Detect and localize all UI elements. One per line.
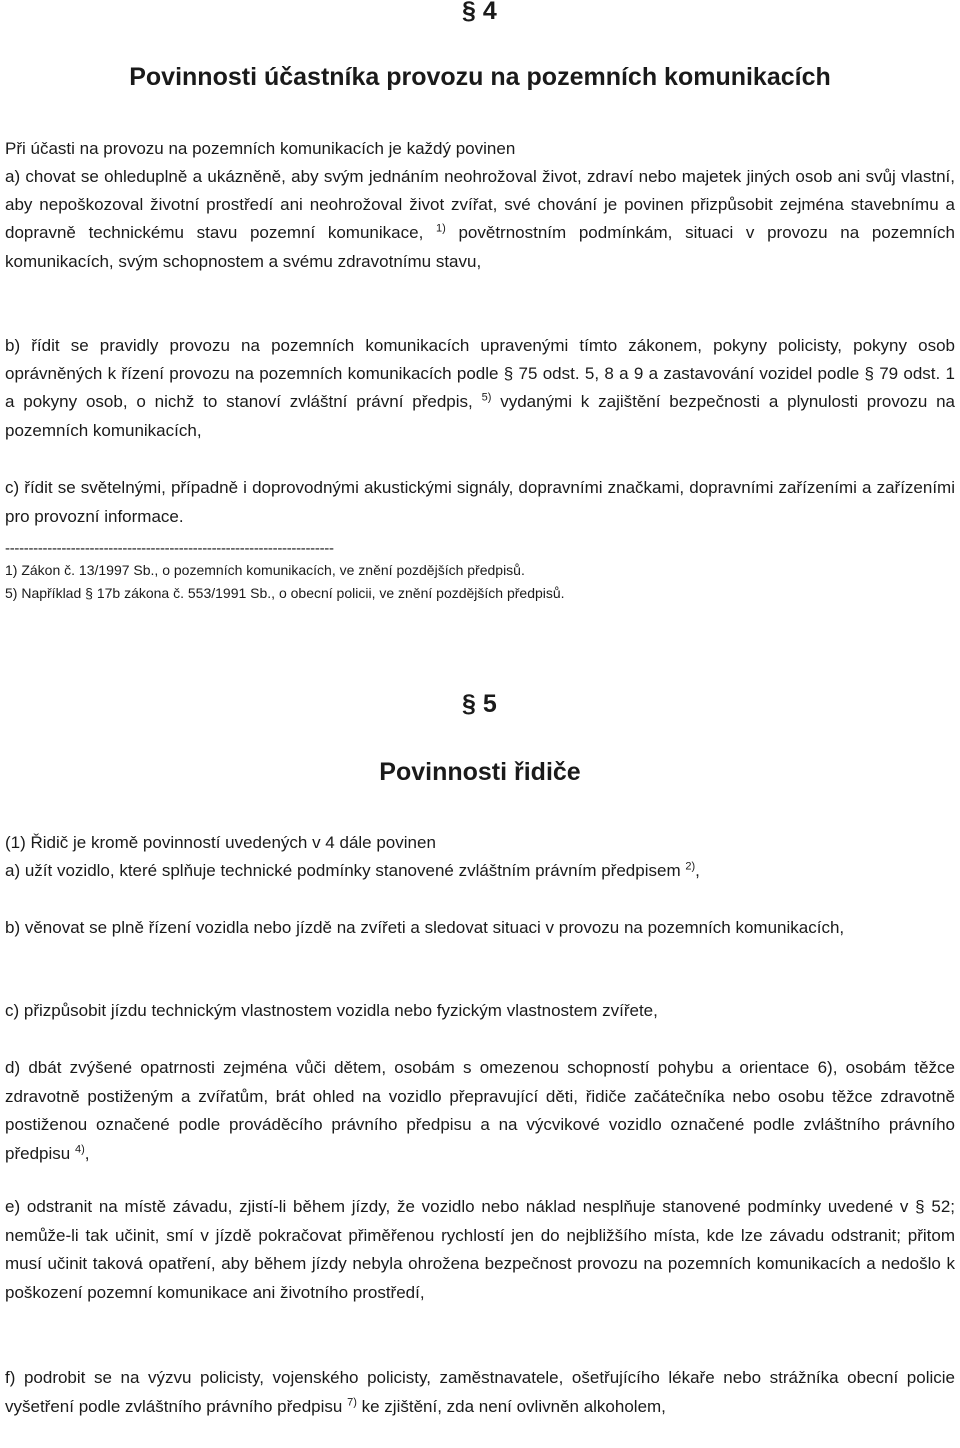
section-5-para-d-text-2: , xyxy=(84,1144,90,1164)
section-4-title: Povinnosti účastníka provozu na pozemních komunikacích xyxy=(129,63,831,91)
footnote-ref-1: 1) xyxy=(435,222,446,235)
section-4-para-b-text-2: vydanými k zajištění bezpečnosti a plynulosti provozu na pozemních komunikacích, xyxy=(5,392,956,440)
section-5-intro: (1) Řidič je kromě povinností uvedených v 4 dále povinen xyxy=(5,833,436,852)
section-4-para-a-text-2: povětrnostním podmínkám, situaci v provozu na pozemních komunikacích, svým schopnostem a svému zdravotnímu stavu, xyxy=(5,223,955,271)
section-4-para-b-text-1: b) řídit se pravidly provozu na pozemních komunikacích upravenými tímto zákonem, pokyny policisty, pokyny osob oprávněných k řízení provozu na pozemních komunikacích podle § 75 odst. 5, 8 a 9 a zastavování vozidel podle § 79 odst. 1 a pokyny osob, o nichž to stanoví zvláštní právní předpis, xyxy=(5,336,955,412)
section-5-para-f-text-2: ke zjištění, zda není ovlivněn alkoholem, xyxy=(361,1396,666,1416)
section-5-para-b: b) věnovat se plně řízení vozidla nebo jízdě na zvířeti a sledovat situaci v provozu na pozemních komunikacích, xyxy=(5,918,845,937)
footnote-5: 5) Například § 17b zákona č. 553/1991 Sb., o obecní policii, ve znění pozdějších předpisů. xyxy=(5,585,565,601)
section-5-para-a-text-2: , xyxy=(695,861,700,880)
footnote-divider: ---------------------------------------------------------------------- xyxy=(5,540,334,557)
section-5-para-d xyxy=(5,1054,955,1169)
section-4-para-a-text-1: a) chovat se ohleduplně a ukázněně, aby svým jednáním neohrožoval život, zdraví nebo majetek jiných osob ani svůj vlastní, aby nepoškozoval životní prostředí ani neohrožoval život zvířat, své chování je povinen přizpůsobit zejména stavebnímu a dopravně technickému stavu pozemní komunikace, xyxy=(5,167,955,243)
section-4-para-c: c) řídit se světelnými, případně i doprovodnými akustickými signály, dopravními značkami, dopravními zařízeními a zařízeními pro provozní informace. xyxy=(5,478,955,526)
footnote-1: 1) Zákon č. 13/1997 Sb., o pozemních komunikacích, ve znění pozdějších předpisů. xyxy=(5,562,525,578)
footnote-ref-5: 5) xyxy=(481,391,492,404)
section-5-para-e: e) odstranit na místě závadu, zjistí-li během jízdy, že vozidlo nebo náklad nesplňuje stanovené podmínky uvedené v § 52; nemůže-li tak učinit, smí v jízdě pokračovat přiměřenou rychlostí jen do nejbližšího místa, kde lze závadu odstranit; přitom musí učinit taková opatření, aby během jízdy nebyla ohrožena bezpečnost provozu na pozemních komunikacích a nedošlo k poškození pozemní komunikace ani životního prostředí, xyxy=(5,1197,955,1303)
section-5-para-d-text-1: d) dbát zvýšené opatrnosti zejména vůči dětem, osobám s omezenou schopností pohybu a orientace 6), osobám těžce zdravotně postiženým a zvířatům, brát ohled na vozidlo přepravující děti, řidiče začátečníka nebo osobu těžce zdravotně postiženou označené podle prováděcího právního předpisu a na výcvikové vozidlo označené podle zvláštního právního předpisu xyxy=(5,1058,955,1164)
section-5-title: Povinnosti řidiče xyxy=(379,758,581,786)
section-4-para-b xyxy=(5,332,955,445)
footnote-ref-4: 4) xyxy=(74,1143,85,1156)
section-5-para-c: c) přizpůsobit jízdu technickým vlastnostem vozidla nebo fyzickým vlastnostem zvířete, xyxy=(5,1001,658,1020)
footnote-ref-2: 2) xyxy=(685,860,696,873)
section-5-para-a-text-1: a) užít vozidlo, které splňuje technické podmínky stanovené zvláštním právním předpisem xyxy=(5,861,681,880)
section-5-para-f-text-1: f) podrobit se na výzvu policisty, vojenského policisty, zaměstnavatele, ošetřujícího lékaře nebo strážníka obecní policie vyšetření podle zvláštního právního předpisu xyxy=(5,1368,955,1416)
section-4-para-a xyxy=(5,163,955,276)
section-5-number: § 5 xyxy=(462,690,497,718)
section-5-para-a xyxy=(5,857,955,886)
footnote-ref-7: 7) xyxy=(347,1396,357,1409)
section-4-intro: Při účasti na provozu na pozemních komunikacích je každý povinen xyxy=(5,139,516,158)
section-4-number: § 4 xyxy=(462,0,497,25)
section-5-para-f xyxy=(5,1364,955,1421)
